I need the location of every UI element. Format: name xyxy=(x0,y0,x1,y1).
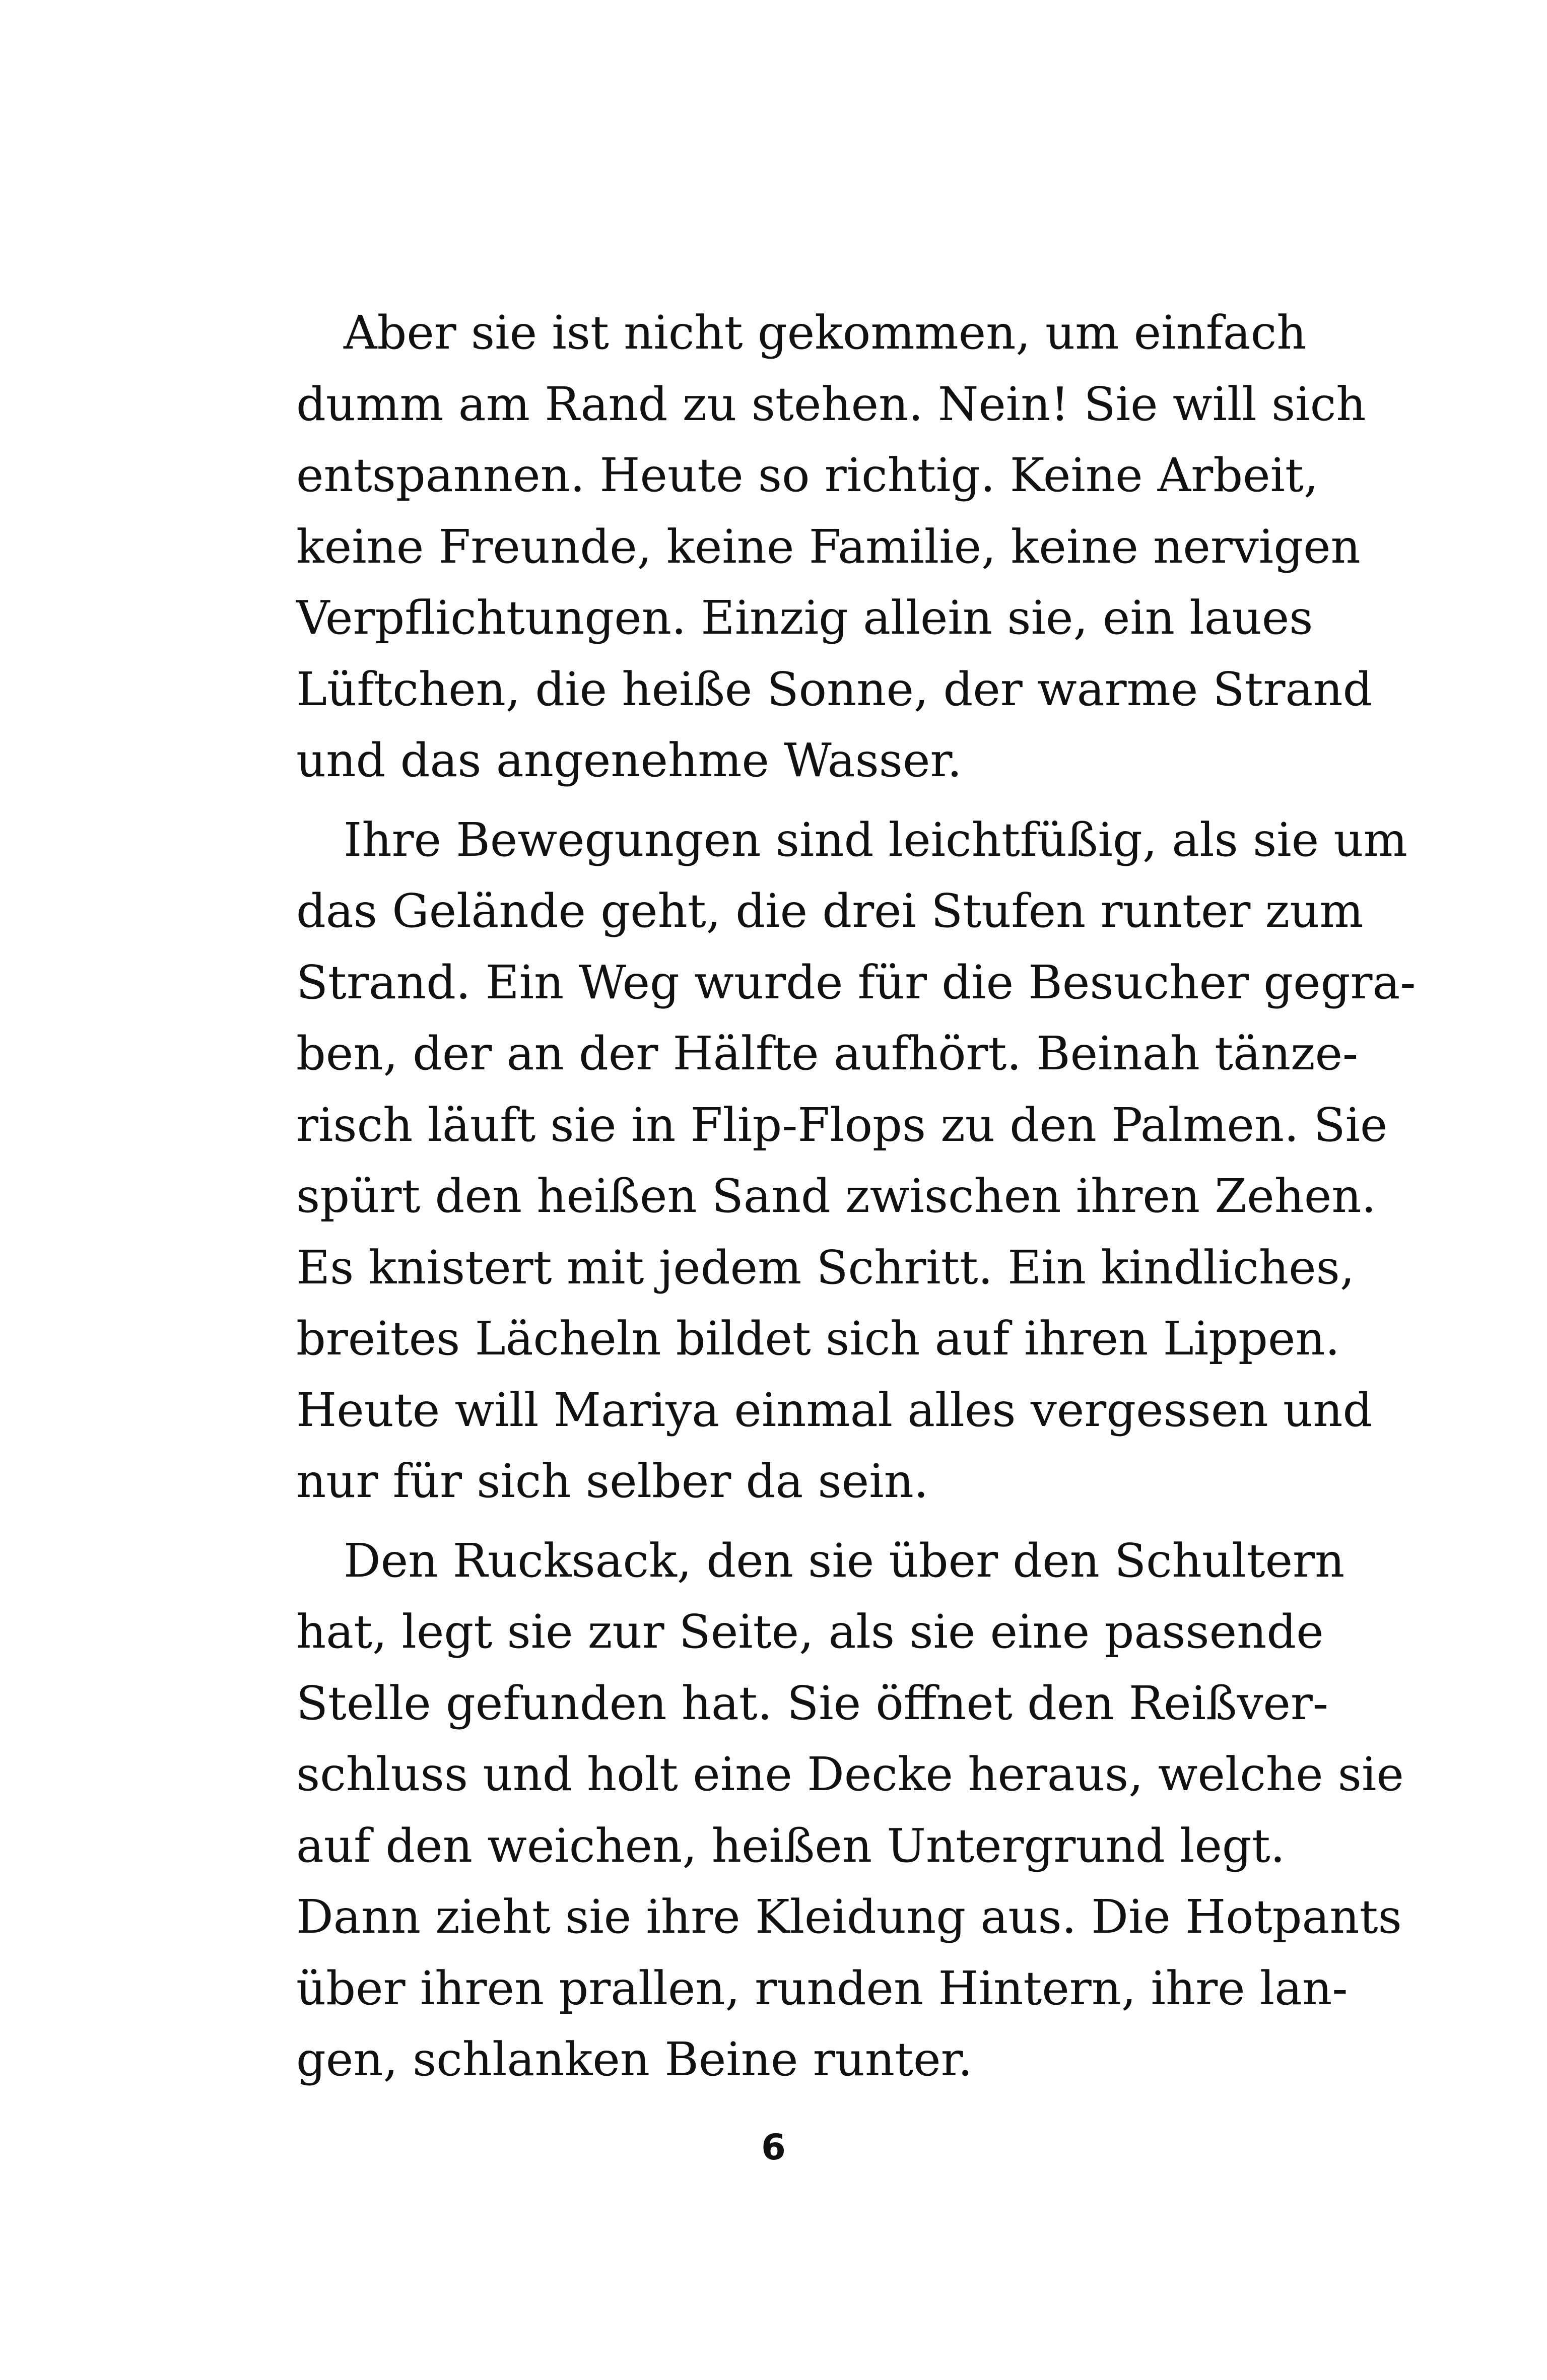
text-line: und das angenehme Wasser. xyxy=(296,733,962,787)
text-line: risch läuft sie in Flip-Flops zu den Palmen. Sie xyxy=(296,1098,1388,1152)
text-line: dumm am Rand zu stehen. Nein! Sie will sich xyxy=(296,377,1366,431)
text-line: Es knistert mit jedem Schritt. Ein kindliches, xyxy=(296,1240,1355,1295)
text-line: nur für sich selber da sein. xyxy=(296,1454,929,1508)
text-line: Ihre Bewegungen sind leichtfüßig, als sie um xyxy=(344,812,1407,867)
text-line: gen, schlanken Beine runter. xyxy=(296,2032,973,2086)
text-line: Den Rucksack, den sie über den Schultern xyxy=(344,1533,1345,1588)
text-line: Verpflichtungen. Einzig allein sie, ein laues xyxy=(296,591,1313,645)
text-line: Stelle gefunden hat. Sie öffnet den Reißver- xyxy=(296,1676,1328,1730)
text-line: Aber sie ist nicht gekommen, um einfach xyxy=(344,306,1307,360)
text-line: hat, legt sie zur Seite, als sie eine passende xyxy=(296,1605,1324,1659)
text-line: schluss und holt eine Decke heraus, welche sie xyxy=(296,1747,1404,1801)
text-line: Lüftchen, die heiße Sonne, der warme Strand xyxy=(296,662,1373,716)
text-line: Heute will Mariya einmal alles vergessen und xyxy=(296,1383,1373,1437)
paragraph-3 xyxy=(296,1525,1404,2095)
text-line: ben, der an der Hälfte aufhört. Beinah tänze- xyxy=(296,1027,1359,1080)
paragraph-1 xyxy=(296,297,1373,796)
body-text xyxy=(296,297,1416,2095)
text-line: das Gelände geht, die drei Stufen runter zum xyxy=(296,884,1364,938)
paragraph-2 xyxy=(296,804,1416,1517)
text-line: breites Lächeln bildet sich auf ihren Lippen. xyxy=(296,1312,1340,1366)
text-line: Dann zieht sie ihre Kleidung aus. Die Hotpants xyxy=(296,1890,1402,1944)
text-line: keine Freunde, keine Familie, keine nervigen xyxy=(296,519,1361,574)
text-line: auf den weichen, heißen Untergrund legt. xyxy=(296,1818,1285,1873)
page-number: 6 xyxy=(761,2127,786,2168)
text-line: entspannen. Heute so richtig. Keine Arbeit, xyxy=(296,448,1319,502)
text-line: spürt den heißen Sand zwischen ihren Zehen. xyxy=(296,1169,1376,1223)
text-line: über ihren prallen, runden Hintern, ihre lan- xyxy=(296,1961,1348,2015)
text-line: Strand. Ein Weg wurde für die Besucher gegra- xyxy=(296,955,1416,1009)
